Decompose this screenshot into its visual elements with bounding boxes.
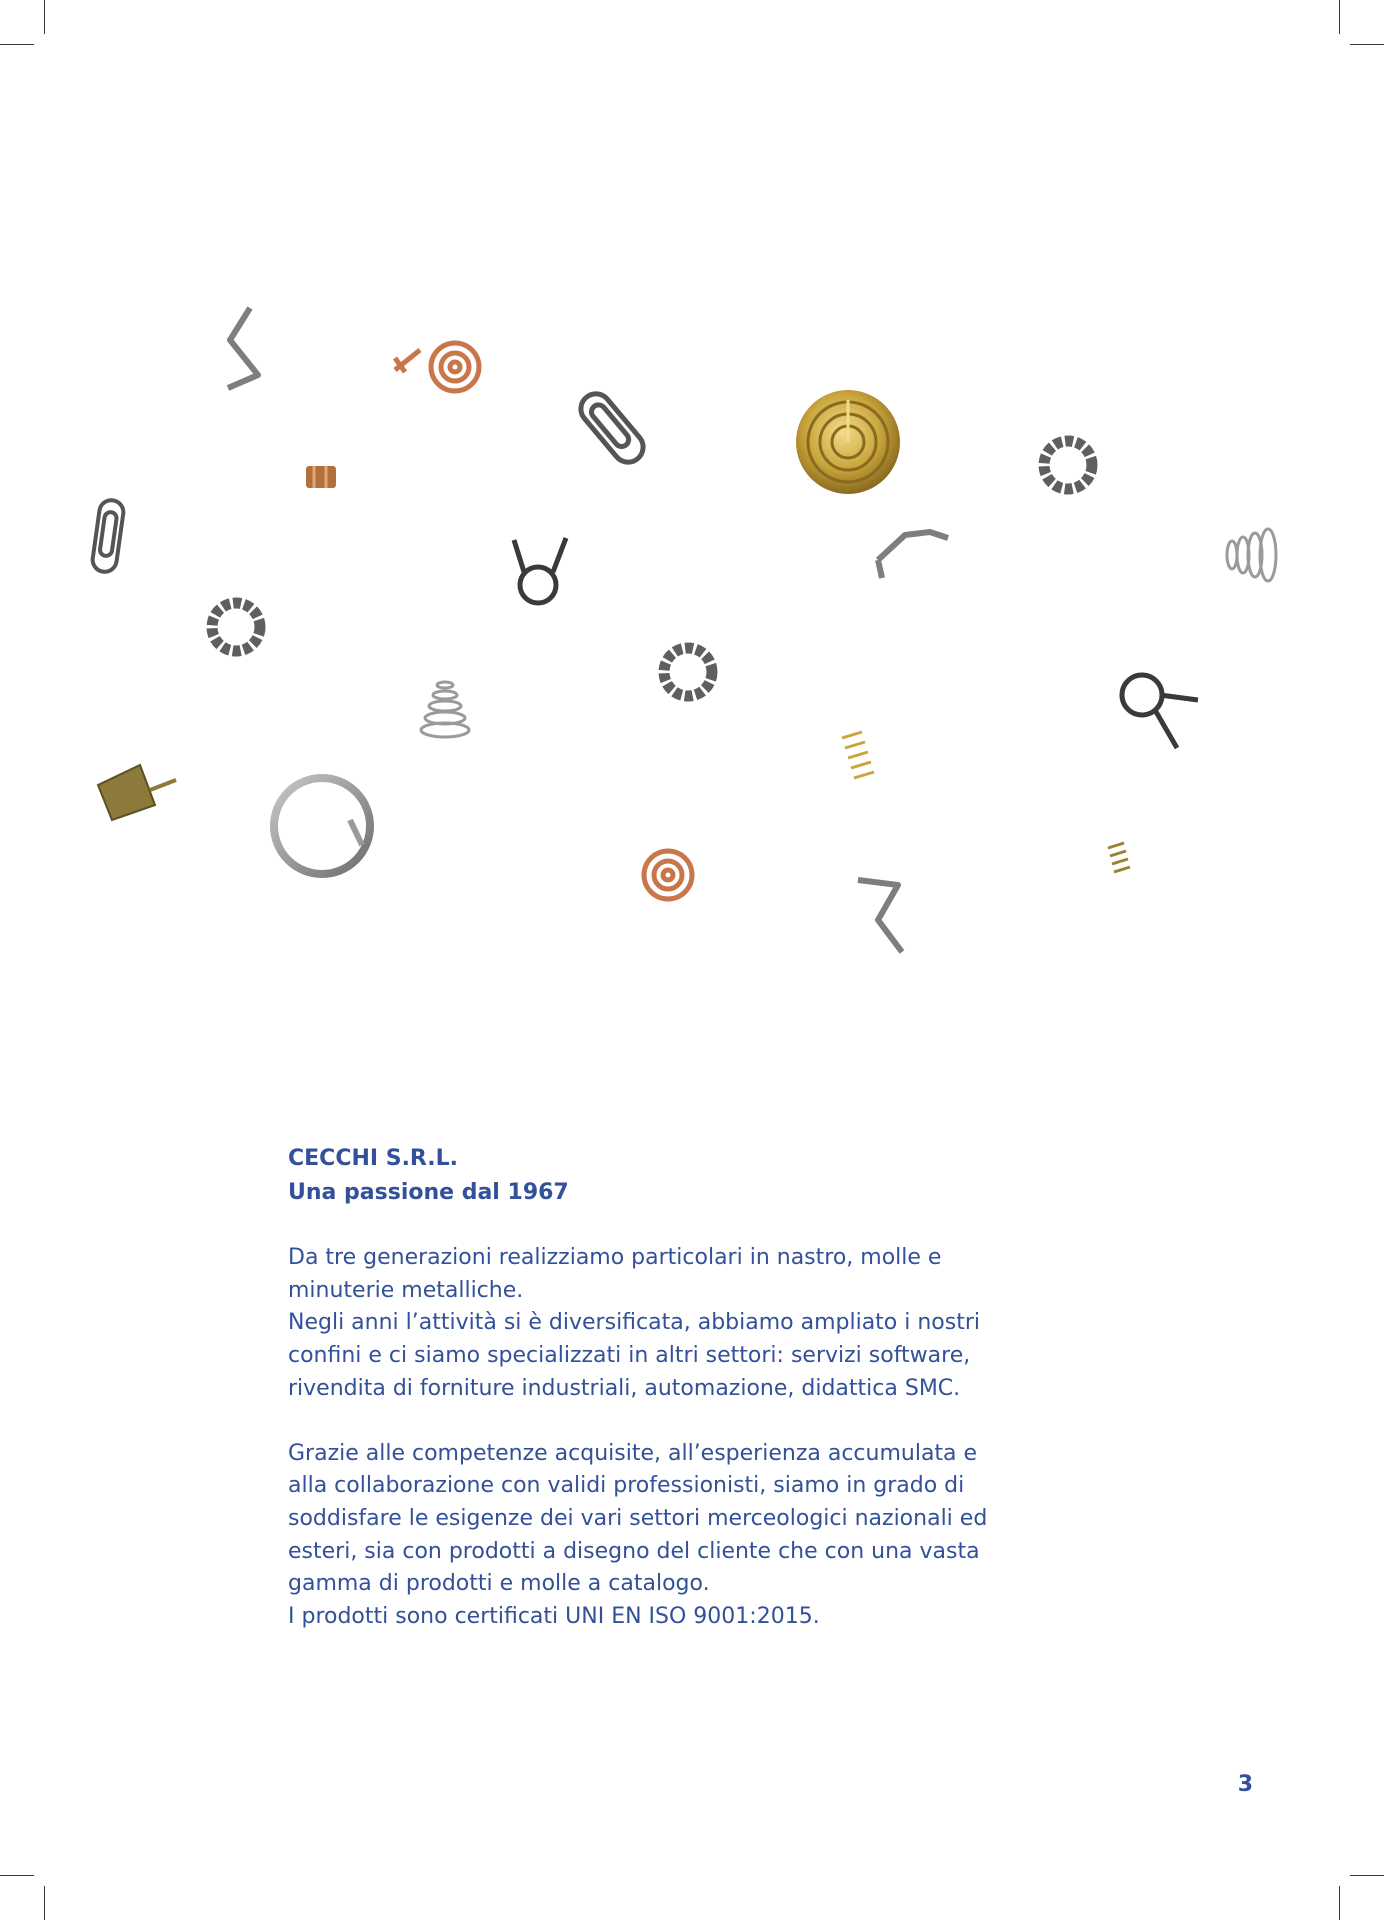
- crop-mark: [1339, 0, 1340, 34]
- intro-paragraph: Da tre generazioni realizziamo particolari in nastro, molle e minuterie metalliche. Negli anni l’attività si è diversificata, abbiamo ampliato i nostri confini e ci siamo specializzati in altri settori: servizi software, rivendita di forniture industriali, automazione, didattica SMC.: [288, 1245, 981, 1401]
- bent-clip: [228, 308, 258, 388]
- star-washer: [664, 648, 712, 696]
- brass-bracket: [98, 765, 176, 820]
- crop-mark: [1339, 1886, 1340, 1920]
- company-intro: [288, 1142, 1088, 1634]
- copper-spiral-spring: [644, 851, 692, 899]
- crop-mark: [44, 1886, 45, 1920]
- crop-mark: [0, 1875, 34, 1876]
- brass-coil-spring: [1108, 843, 1130, 872]
- springs-illustration: [0, 260, 1384, 1020]
- steel-ring-spring: [274, 778, 370, 874]
- crop-mark: [0, 44, 34, 45]
- star-washer: [212, 603, 260, 651]
- torsion-spring: [1122, 675, 1198, 748]
- bent-clip: [878, 532, 948, 578]
- paper-clip: [91, 499, 125, 574]
- star-washer: [1044, 441, 1092, 489]
- copper-spiral-spring: [395, 343, 479, 391]
- conical-spring: [421, 682, 469, 737]
- torsion-spring: [514, 538, 566, 603]
- company-name: CECCHI S.R.L.: [288, 1146, 459, 1171]
- conical-spring: [1227, 529, 1276, 581]
- crop-mark: [1350, 1875, 1384, 1876]
- intro-paragraph: Grazie alle competenze acquisite, all’esperienza accumulata e alla collaborazione con validi professionisti, siamo in grado di soddisfare le esigenze dei vari settori merceologici nazionali ed esteri, sia con prodotti a disegno del cliente che con una vasta gamma di prodotti e molle a catalogo. I prodotti sono certificati UNI EN ISO 9001:2015.: [288, 1440, 988, 1630]
- page-number: 3: [1237, 1772, 1253, 1797]
- crop-mark: [1350, 44, 1384, 45]
- company-tagline: Una passione dal 1967: [288, 1180, 569, 1205]
- bent-clip: [858, 880, 902, 952]
- crop-mark: [44, 0, 45, 34]
- brass-coil-spring: [842, 732, 874, 778]
- brass-spiral-spring: [796, 390, 900, 494]
- copper-clip: [306, 466, 336, 488]
- paper-clip: [575, 388, 649, 469]
